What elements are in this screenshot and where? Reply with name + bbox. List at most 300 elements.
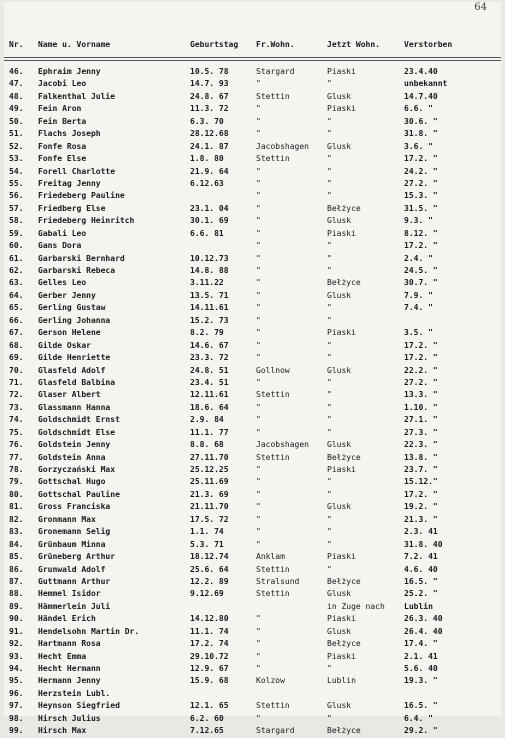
table-row: [4, 116, 501, 128]
birth-date: 6.2. 60: [190, 713, 224, 723]
person-name: Guttmann Arthur: [38, 576, 111, 586]
curr-residence: ": [327, 241, 332, 251]
prev-residence: Jacobshagen: [256, 440, 309, 450]
person-name: Ephraim Jenny: [38, 67, 101, 76]
table-row: [4, 302, 501, 314]
table-row: [4, 327, 501, 339]
table-row: [4, 427, 501, 439]
birth-date: 24.1. 87: [190, 141, 229, 151]
table-row: [4, 352, 501, 364]
row-number: 50.: [9, 116, 24, 126]
birth-date: 29.10.72: [190, 651, 229, 661]
death-date: 27.3. ": [404, 427, 438, 437]
table-row: [4, 700, 501, 712]
curr-residence: ": [327, 514, 332, 524]
row-number: 53.: [9, 154, 24, 164]
row-number: 56.: [9, 191, 24, 201]
table-row: [4, 663, 501, 675]
death-date: 23.4.40: [404, 67, 438, 76]
prev-residence: ": [256, 228, 261, 238]
table-row: [4, 501, 501, 513]
table-row: [4, 514, 501, 526]
birth-date: 6.3. 70: [190, 116, 224, 126]
header-rule-top: [4, 57, 501, 58]
death-date: 4.6. 40: [404, 564, 438, 574]
row-number: 67.: [9, 328, 24, 338]
death-date: 26.3. 40: [404, 614, 443, 624]
birth-date: 23.4. 51: [190, 377, 229, 387]
table-row: [4, 265, 501, 277]
prev-residence: ": [256, 191, 261, 201]
birth-date: 12.11.61: [190, 390, 229, 400]
corner-page-note: 64: [474, 2, 487, 13]
prev-residence: Stettin: [256, 564, 290, 574]
row-number: 54.: [9, 166, 24, 176]
birth-date: 21.9. 64: [190, 166, 229, 176]
curr-residence: Lublin: [327, 676, 356, 686]
prev-residence: ": [256, 203, 261, 213]
person-name: Gerling Johanna: [38, 315, 111, 325]
birth-date: 12.1. 65: [190, 701, 229, 711]
person-name: Gerson Helene: [38, 328, 101, 338]
table-row: [4, 240, 501, 252]
curr-residence: Glusk: [327, 440, 352, 450]
birth-date: 15.9. 68: [190, 676, 229, 686]
table-row: [4, 588, 501, 600]
curr-residence: Piaski: [327, 328, 356, 338]
prev-residence: ": [256, 502, 261, 512]
prev-residence: ": [256, 427, 261, 437]
death-date: 17.2. ": [404, 353, 438, 363]
curr-residence: ": [327, 402, 332, 412]
death-date: 19.3. ": [404, 676, 438, 686]
row-number: 73.: [9, 402, 24, 412]
person-name: Gabali Leo: [38, 228, 87, 238]
table-row: [4, 713, 501, 725]
table-row: [4, 277, 501, 289]
birth-date: 28.12.68: [190, 129, 229, 139]
row-number: 92.: [9, 639, 24, 649]
birth-date: 14.8. 88: [190, 266, 229, 275]
curr-residence: ": [327, 713, 332, 723]
birth-date: 11.1. 77: [190, 427, 229, 437]
birth-date: 18.12.74: [190, 552, 229, 562]
person-name: Heynson Siegfried: [38, 701, 120, 711]
table-row: [4, 688, 501, 700]
person-name: Fein Berta: [38, 116, 87, 126]
birth-date: 14.7. 93: [190, 79, 229, 89]
curr-residence: ": [327, 353, 332, 363]
prev-residence: Kolzow: [256, 676, 285, 686]
death-date: 15.3. ": [404, 191, 438, 201]
table-row: [4, 203, 501, 215]
table-row: [4, 526, 501, 538]
row-number: 81.: [9, 502, 24, 512]
curr-residence: Piaski: [327, 228, 356, 238]
birth-date: 5.3. 71: [190, 539, 224, 549]
row-number: 71.: [9, 377, 24, 387]
table-row: [4, 551, 501, 563]
birth-date: 15.2. 73: [190, 315, 229, 325]
curr-residence: ": [327, 178, 332, 188]
curr-residence: ": [327, 303, 332, 313]
prev-residence: ": [256, 514, 261, 524]
curr-residence: Piaski: [327, 104, 356, 114]
row-number: 91.: [9, 626, 24, 636]
death-date: 6.4. ": [404, 713, 433, 723]
person-name: Goldstein Jenny: [38, 440, 111, 450]
curr-residence: ": [327, 266, 332, 275]
prev-residence: Stettin: [256, 452, 290, 462]
row-number: 83.: [9, 527, 24, 537]
death-date: 22.2. ": [404, 365, 438, 375]
table-row: [4, 651, 501, 663]
person-name: Glasfeld Adolf: [38, 365, 106, 375]
person-name: Goldschmidt Ernst: [38, 415, 120, 425]
curr-residence: ": [327, 253, 332, 263]
person-name: Garbarski Bernhard: [38, 253, 125, 263]
curr-residence: ": [327, 315, 332, 325]
prev-residence: Stralsund: [256, 576, 300, 586]
birth-date: 25.12.25: [190, 465, 229, 474]
person-name: Hemmel Isidor: [38, 589, 101, 599]
header-birthday: Geburtstag: [190, 40, 239, 49]
prev-residence: ": [256, 79, 261, 89]
curr-residence: ": [327, 390, 332, 400]
curr-residence: ": [327, 664, 332, 673]
table-row: [4, 103, 501, 115]
death-date: 8.12. ": [404, 228, 438, 238]
curr-residence: Bełżyce: [327, 278, 361, 288]
curr-residence: ": [327, 79, 332, 89]
death-date: 6.6. ": [404, 104, 433, 114]
person-name: Händel Erich: [38, 614, 96, 624]
birth-date: 23.1. 04: [190, 203, 229, 213]
person-name: Friedeberg Pauline: [38, 191, 125, 201]
birth-date: 17.2. 74: [190, 639, 229, 649]
person-name: Grunwald Adolf: [38, 564, 106, 574]
person-name: Falkenthal Julie: [38, 91, 116, 101]
prev-residence: Gollnow: [256, 365, 290, 375]
prev-residence: ": [256, 626, 261, 636]
table-row: [4, 153, 501, 165]
prev-residence: Stettin: [256, 589, 290, 599]
header-died: Verstorben: [404, 40, 453, 49]
death-date: 13.3. ": [404, 390, 438, 400]
curr-residence: ": [327, 154, 332, 164]
prev-residence: ": [256, 489, 261, 499]
curr-residence: ": [327, 415, 332, 425]
prev-residence: Stettin: [256, 91, 290, 101]
birth-date: 8.8. 68: [190, 440, 224, 450]
curr-residence: Glusk: [327, 216, 352, 226]
row-number: 55.: [9, 178, 24, 188]
person-name: Grüneberg Arthur: [38, 552, 116, 562]
person-name: Gronmann Max: [38, 514, 96, 524]
curr-residence: ": [327, 477, 332, 487]
death-date: 5.6. 40: [404, 664, 438, 673]
prev-residence: ": [256, 116, 261, 126]
person-name: Fein Aron: [38, 104, 82, 114]
row-number: 79.: [9, 477, 24, 487]
curr-residence: ": [327, 539, 332, 549]
row-number: 51.: [9, 129, 24, 139]
row-number: 80.: [9, 489, 24, 499]
person-name: Forell Charlotte: [38, 166, 116, 176]
death-date: 29.2. ": [404, 726, 438, 736]
curr-residence: ": [327, 129, 332, 139]
death-date: 1.10. ": [404, 402, 438, 412]
header-name: Name u. Vorname: [38, 40, 111, 49]
person-name: Hecht Emma: [38, 651, 87, 661]
row-number: 97.: [9, 701, 24, 711]
person-name: Gottschal Hugo: [38, 477, 106, 487]
row-number: 59.: [9, 228, 24, 238]
person-name: Hirsch Julius: [38, 713, 101, 723]
table-row: [4, 414, 501, 426]
prev-residence: Anklam: [256, 552, 285, 562]
curr-residence: ": [327, 527, 332, 537]
row-number: 66.: [9, 315, 24, 325]
birth-date: 25.11.69: [190, 477, 229, 487]
person-name: Friedeberg Heinritch: [38, 216, 135, 226]
death-date: 2.3. 41: [404, 527, 438, 537]
death-date: 26.4. 40: [404, 626, 443, 636]
person-name: Fonfe Rosa: [38, 141, 87, 151]
death-date: 19.2. ": [404, 502, 438, 512]
row-number: 58.: [9, 216, 24, 226]
person-name: Gans Dora: [38, 241, 82, 251]
person-name: Freitag Jenny: [38, 178, 101, 188]
prev-residence: ": [256, 664, 261, 673]
person-name: Friedberg Else: [38, 203, 106, 213]
death-date: 7.9. ": [404, 290, 433, 300]
death-date: 23.7. ": [404, 465, 438, 474]
prev-residence: ": [256, 340, 261, 350]
prev-residence: ": [256, 415, 261, 425]
curr-residence: Piaski: [327, 67, 356, 76]
table-row: [4, 576, 501, 588]
table-row: [4, 439, 501, 451]
prev-residence: ": [256, 315, 261, 325]
death-date: 31.5. ": [404, 203, 438, 213]
header-prev: Fr.Wohn.: [256, 40, 295, 49]
curr-residence: Piaski: [327, 552, 356, 562]
curr-residence: Bełżyce: [327, 726, 361, 736]
prev-residence: ": [256, 290, 261, 300]
table-row: [4, 675, 501, 687]
prev-residence: ": [256, 353, 261, 363]
death-date: 2.4. ": [404, 253, 433, 263]
curr-residence: Glusk: [327, 626, 352, 636]
row-number: 60.: [9, 241, 24, 251]
death-date: 16.5. ": [404, 701, 438, 711]
register-table: [4, 66, 501, 738]
person-name: Gilde Oskar: [38, 340, 91, 350]
birth-date: 30.1. 69: [190, 216, 229, 226]
birth-date: 17.5. 72: [190, 514, 229, 524]
table-row: [4, 464, 501, 476]
person-name: Herzstein Lubl.: [38, 688, 111, 698]
table-row: [4, 290, 501, 302]
prev-residence: ": [256, 465, 261, 474]
row-number: 57.: [9, 203, 24, 213]
birth-date: 11.3. 72: [190, 104, 229, 114]
row-number: 94.: [9, 664, 24, 673]
table-row: [4, 389, 501, 401]
table-row: [4, 452, 501, 464]
death-date: 7.4. ": [404, 303, 433, 313]
row-number: 46.: [9, 67, 24, 76]
curr-residence: Glusk: [327, 701, 352, 711]
table-row: [4, 564, 501, 576]
birth-date: 14.6. 67: [190, 340, 229, 350]
curr-residence: ": [327, 564, 332, 574]
row-number: 86.: [9, 564, 24, 574]
person-name: Gelles Leo: [38, 278, 87, 288]
person-name: Goldstein Anna: [38, 452, 106, 462]
birth-date: 24.8. 51: [190, 365, 229, 375]
curr-residence: Glusk: [327, 290, 352, 300]
prev-residence: ": [256, 651, 261, 661]
birth-date: 10.12.73: [190, 253, 229, 263]
prev-residence: ": [256, 104, 261, 114]
row-number: 68.: [9, 340, 24, 350]
curr-residence: Piaski: [327, 465, 356, 474]
prev-residence: ": [256, 303, 261, 313]
curr-residence: Piaski: [327, 651, 356, 661]
row-number: 52.: [9, 141, 24, 151]
table-row: [4, 402, 501, 414]
row-number: 76.: [9, 440, 24, 450]
birth-date: 14.11.61: [190, 303, 229, 313]
curr-residence: in Zuge nach: [327, 601, 385, 611]
table-row: [4, 725, 501, 737]
prev-residence: Stettin: [256, 701, 290, 711]
death-date: 16.5. ": [404, 576, 438, 586]
birth-date: 12.9. 67: [190, 664, 229, 673]
prev-residence: ": [256, 278, 261, 288]
person-name: Gerling Gustaw: [38, 303, 106, 313]
row-number: 62.: [9, 266, 24, 275]
death-date: 24.2. ": [404, 166, 438, 176]
death-date: 9.3. ": [404, 216, 433, 226]
prev-residence: ": [256, 241, 261, 251]
person-name: Gronemann Selig: [38, 527, 111, 537]
prev-residence: Stettin: [256, 390, 290, 400]
prev-residence: Stettin: [256, 154, 290, 164]
table-row: [4, 315, 501, 327]
death-date: 17.2. ": [404, 340, 438, 350]
person-name: Gorzyczański Max: [38, 465, 116, 474]
curr-residence: ": [327, 489, 332, 499]
death-date: 15.12.": [404, 477, 438, 487]
death-date: 21.3. ": [404, 514, 438, 524]
row-number: 75.: [9, 427, 24, 437]
curr-residence: Bełżyce: [327, 203, 361, 213]
birth-date: 9.12.69: [190, 589, 224, 599]
prev-residence: ": [256, 216, 261, 226]
table-row: [4, 638, 501, 650]
prev-residence: ": [256, 639, 261, 649]
death-date: 17.2. ": [404, 489, 438, 499]
row-number: 99.: [9, 726, 24, 736]
curr-residence: ": [327, 340, 332, 350]
table-row: [4, 178, 501, 190]
row-number: 95.: [9, 676, 24, 686]
prev-residence: ": [256, 377, 261, 387]
prev-residence: ": [256, 527, 261, 537]
curr-residence: Glusk: [327, 141, 352, 151]
table-row: [4, 228, 501, 240]
table-row: [4, 190, 501, 202]
table-row: [4, 141, 501, 153]
birth-date: 13.5. 71: [190, 290, 229, 300]
person-name: Hirsch Max: [38, 726, 87, 736]
row-number: 93.: [9, 651, 24, 661]
row-number: 69.: [9, 353, 24, 363]
row-number: 47.: [9, 79, 24, 89]
birth-date: 21.11.70: [190, 502, 229, 512]
death-date: 22.3. ": [404, 440, 438, 450]
death-date: 31.8. 40: [404, 539, 443, 549]
birth-date: 6.12.63: [190, 178, 224, 188]
death-date: 3.5. ": [404, 328, 433, 338]
birth-date: 8.2. 79: [190, 328, 224, 338]
curr-residence: Glusk: [327, 91, 352, 101]
person-name: Glasfeld Balbina: [38, 377, 116, 387]
death-date: 17.4. ": [404, 639, 438, 649]
birth-date: 23.3. 72: [190, 353, 229, 363]
death-date: 14.7.40: [404, 91, 438, 101]
row-number: 74.: [9, 415, 24, 425]
birth-date: 24.8. 67: [190, 91, 229, 101]
prev-residence: ": [256, 253, 261, 263]
table-row: [4, 166, 501, 178]
curr-residence: Bełżyce: [327, 639, 361, 649]
prev-residence: ": [256, 614, 261, 624]
curr-residence: Bełżyce: [327, 576, 361, 586]
prev-residence: ": [256, 129, 261, 139]
birth-date: 14.12.80: [190, 614, 229, 624]
birth-date: 25.6. 64: [190, 564, 229, 574]
birth-date: 11.1. 74: [190, 626, 229, 636]
person-name: Hartmann Rosa: [38, 639, 101, 649]
row-number: 89.: [9, 601, 24, 611]
person-name: Garbarski Rebeca: [38, 266, 116, 275]
person-name: Fonfe Else: [38, 154, 87, 164]
row-number: 70.: [9, 365, 24, 375]
person-name: Glassmann Hanna: [38, 402, 111, 412]
death-date: Lublin: [404, 601, 433, 611]
table-row: [4, 253, 501, 265]
birth-date: 27.11.70: [190, 452, 229, 462]
person-name: Jacobi Leo: [38, 79, 87, 89]
row-number: 48.: [9, 91, 24, 101]
table-row: [4, 91, 501, 103]
header-rule-bottom: [4, 60, 501, 61]
person-name: Gross Franciska: [38, 502, 111, 512]
prev-residence: ": [256, 266, 261, 275]
row-number: 77.: [9, 452, 24, 462]
header-nr: Nr.: [9, 40, 24, 49]
person-name: Hecht Hermann: [38, 664, 101, 673]
table-header: [4, 40, 501, 54]
person-name: Gottschal Pauline: [38, 489, 120, 499]
table-row: [4, 539, 501, 551]
table-row: [4, 66, 501, 78]
row-number: 85.: [9, 552, 24, 562]
